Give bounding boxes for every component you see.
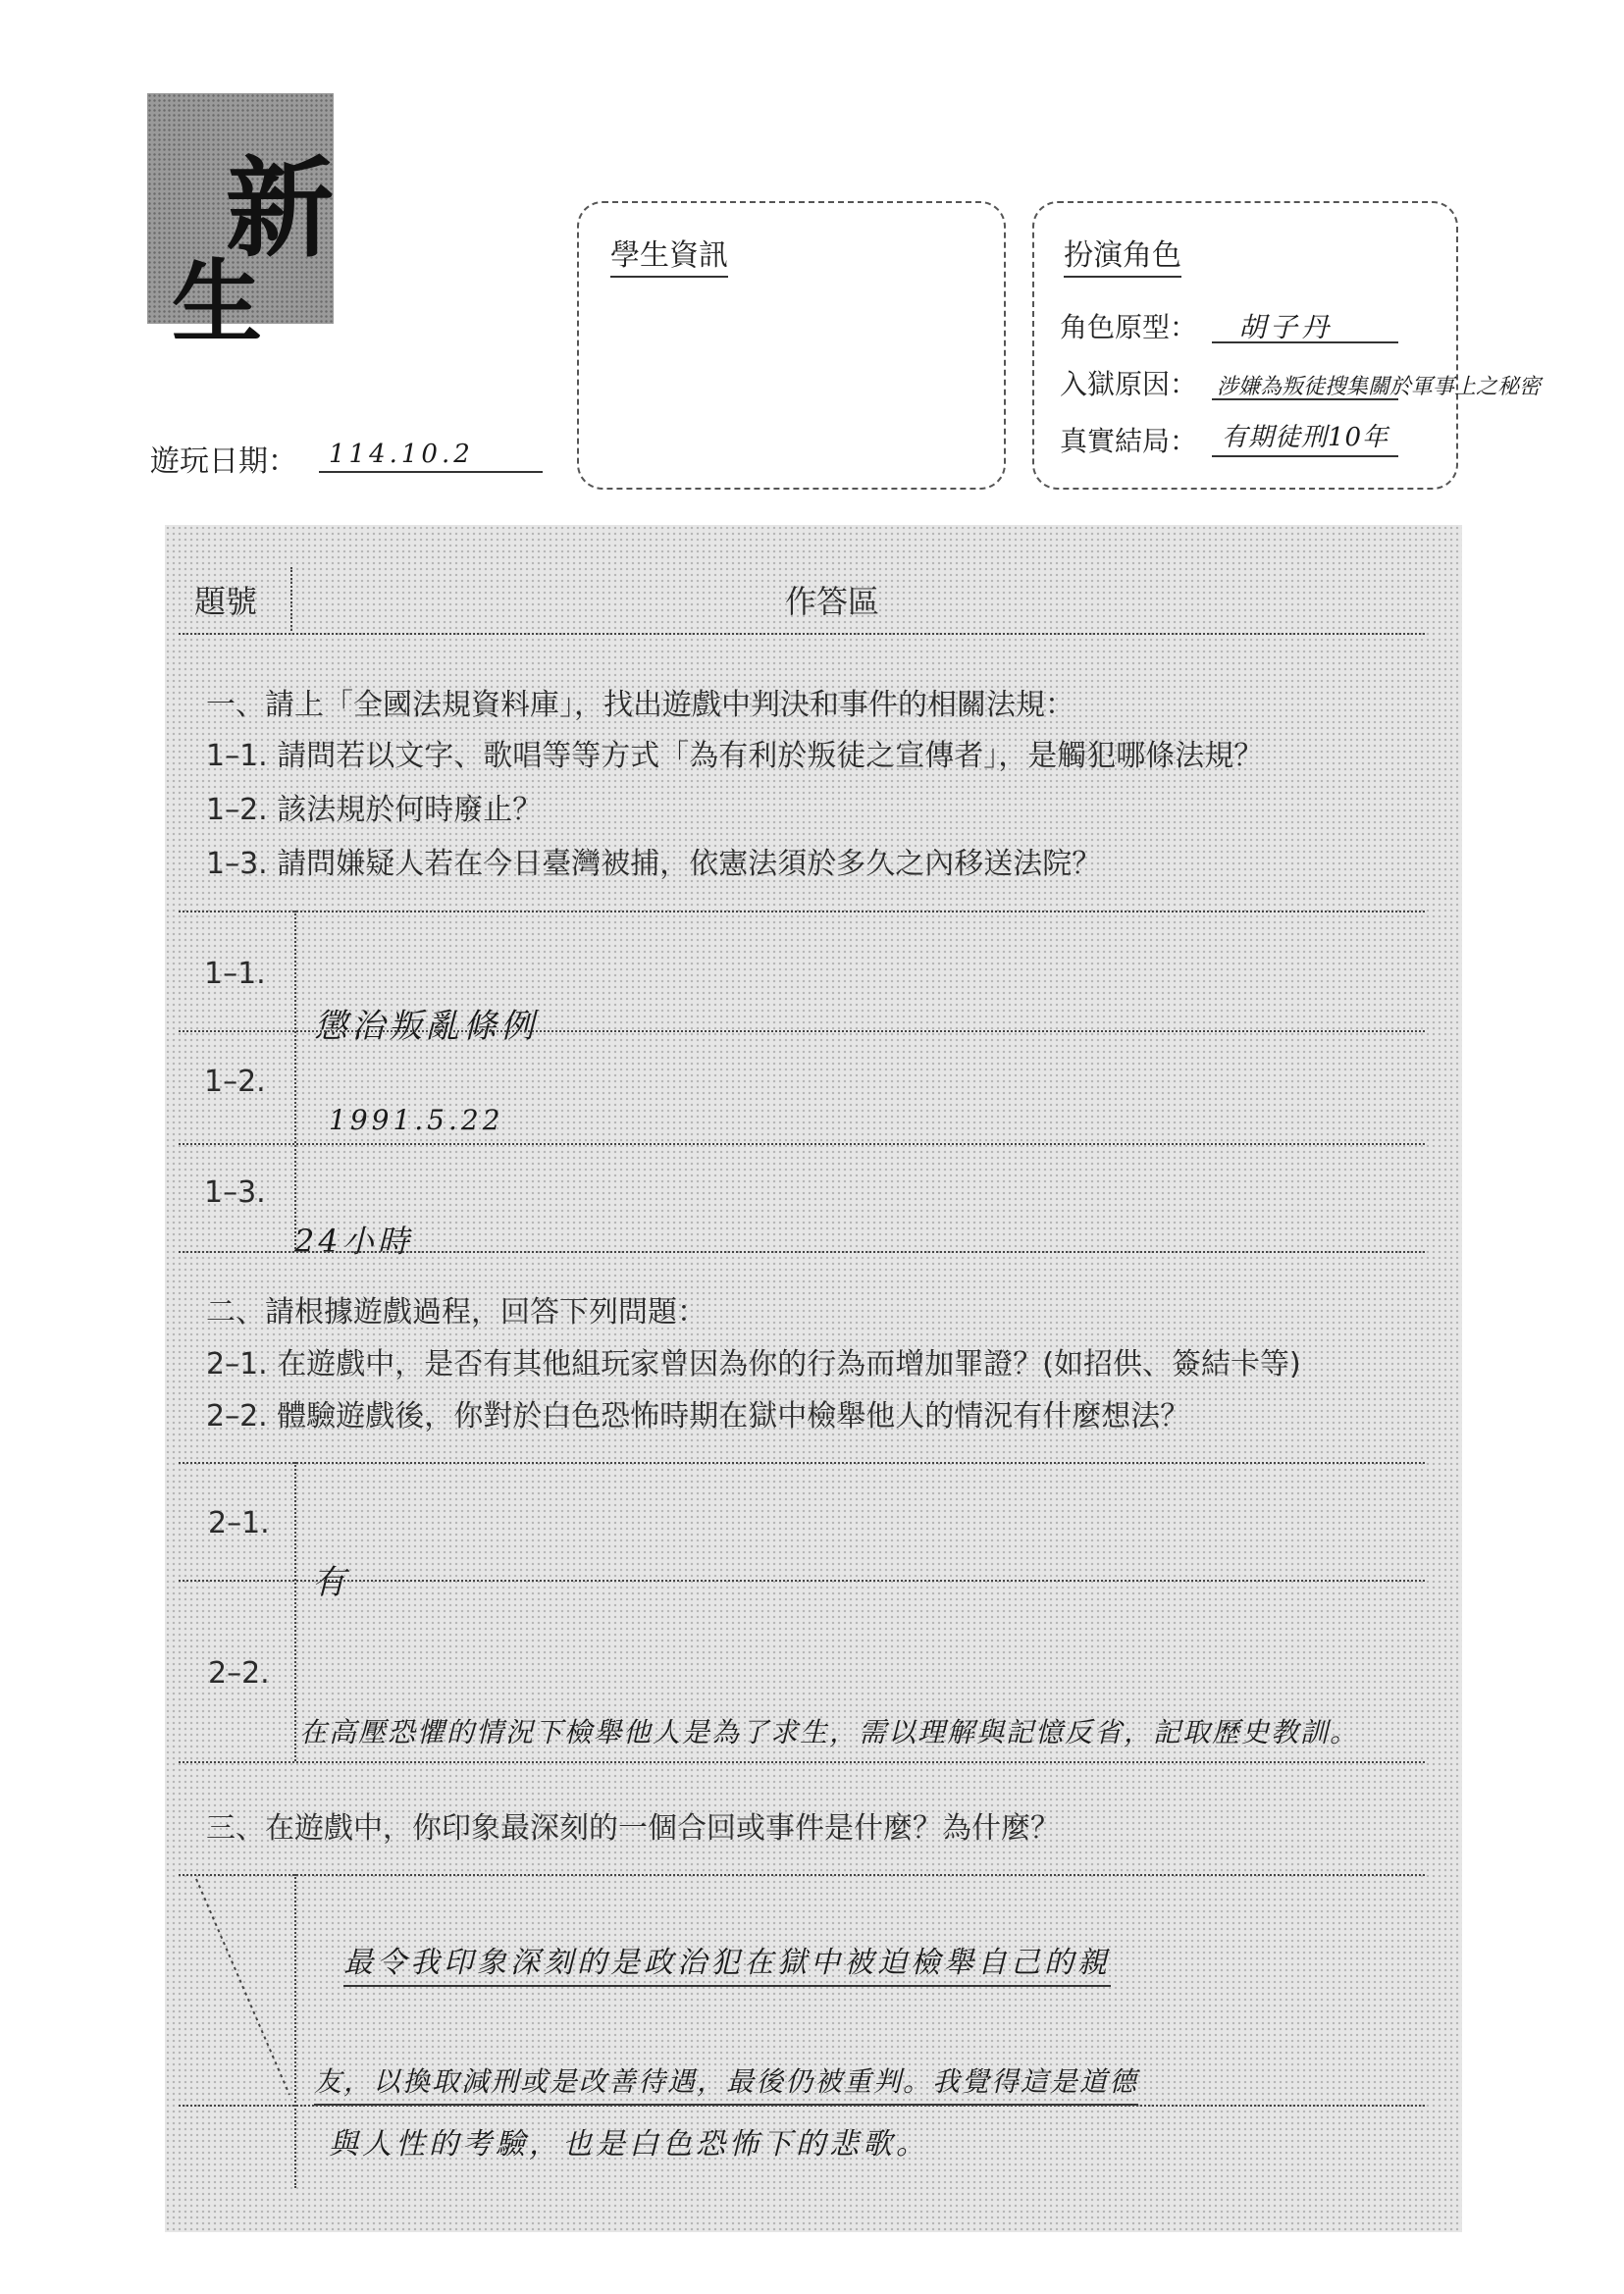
- student-info-title: 學生資訊: [610, 231, 728, 278]
- answer-1-3-value: 24小時: [294, 1223, 413, 1260]
- col-number-header: 題號: [194, 583, 258, 620]
- answer-1-1-rule: [179, 1030, 1425, 1032]
- answer-1-2-label: 1–2.: [204, 1065, 266, 1099]
- logo-text-2: 生: [172, 249, 263, 355]
- section1-q1: 1–1. 請問若以文字、歌唱等等方式「為有利於叛徒之宣傳者」，是觸犯哪條法規？: [206, 739, 1264, 773]
- answer-2-1-value: 有: [312, 1563, 349, 1602]
- answer-2-2-label: 2–2.: [208, 1656, 270, 1691]
- role-reason-label: 入獄原因：: [1060, 368, 1198, 400]
- section1-divider: [294, 911, 296, 1249]
- section3-rule: [179, 1874, 1425, 1876]
- section3-heading: 三、在遊戲中，你印象最深刻的一個合回或事件是什麼？為什麼？: [206, 1811, 1060, 1846]
- header-divider: [290, 567, 292, 631]
- section2-q1: 2–1. 在遊戲中，是否有其他組玩家曾因為你的行為而增加罪證？(如招供、簽結卡等): [206, 1347, 1301, 1382]
- section2-q2: 2–2. 體驗遊戲後，你對於白色恐怖時期在獄中檢舉他人的情況有什麼想法？: [206, 1399, 1190, 1434]
- logo-image: [147, 93, 334, 355]
- section3-answer-line-2: 友，以換取減刑或是改善待遇，最後仍被重判。我覺得這是道德: [314, 2060, 1138, 2106]
- role-reason-value: 涉嫌為叛徒搜集關於軍事上之秘密: [1217, 375, 1542, 399]
- section2-top-rule: [179, 1251, 1425, 1253]
- section3-answer-line-3: 與人性的考驗，也是白色恐怖下的悲歌。: [329, 2127, 929, 2162]
- section3-divider: [294, 1874, 296, 2188]
- header-rule: [179, 633, 1425, 635]
- role-ending-line: [1212, 455, 1398, 457]
- play-date-label: 遊玩日期：: [150, 444, 297, 479]
- play-date-underline: [319, 471, 543, 473]
- section2-heading: 二、請根據遊戲過程，回答下列問題：: [206, 1295, 707, 1329]
- answer-2-1-rule: [179, 1580, 1425, 1582]
- answer-1-2-rule: [179, 1143, 1425, 1145]
- role-title: 扮演角色: [1064, 231, 1181, 278]
- section3-answer-line-1: 最令我印象深刻的是政治犯在獄中被迫檢舉自己的親: [343, 1938, 1111, 1987]
- section3-top-rule: [179, 1761, 1425, 1763]
- section3-diagonal: [186, 1874, 294, 2100]
- answer-2-2-value: 在高壓恐懼的情況下檢舉他人是為了求生，需以理解與記憶反省，記取歷史教訓。: [299, 1716, 1360, 1748]
- role-prototype-value: 胡子丹: [1238, 311, 1334, 343]
- section2-divider: [294, 1462, 296, 1761]
- section1-q3: 1–3. 請問嫌疑人若在今日臺灣被捕，依憲法須於多久之內移送法院？: [206, 847, 1102, 881]
- role-ending-value: 有期徒刑10年: [1222, 423, 1389, 452]
- section1-rule: [179, 911, 1425, 912]
- role-prototype-label: 角色原型：: [1060, 311, 1198, 343]
- answer-1-3-label: 1–3.: [204, 1175, 266, 1210]
- section3-bottom-rule: [179, 2105, 1425, 2107]
- logo-text: 新: [226, 145, 334, 272]
- answer-1-2-value: 1991.5.22: [329, 1104, 504, 1136]
- play-date-value: 114.10.2: [329, 440, 474, 469]
- col-answer-header: 作答區: [785, 583, 880, 620]
- section1-heading: 一、請上「全國法規資料庫」，找出遊戲中判決和事件的相關法規：: [206, 688, 1074, 722]
- answer-1-1-label: 1–1.: [204, 957, 266, 991]
- answer-1-1-value: 懲治叛亂條例: [314, 1007, 538, 1046]
- section2-rule: [179, 1462, 1425, 1464]
- answer-2-1-label: 2–1.: [208, 1506, 270, 1540]
- student-info-box: [577, 201, 1006, 490]
- role-ending-label: 真實結局：: [1060, 425, 1198, 457]
- section1-q2: 1–2. 該法規於何時廢止？: [206, 793, 543, 827]
